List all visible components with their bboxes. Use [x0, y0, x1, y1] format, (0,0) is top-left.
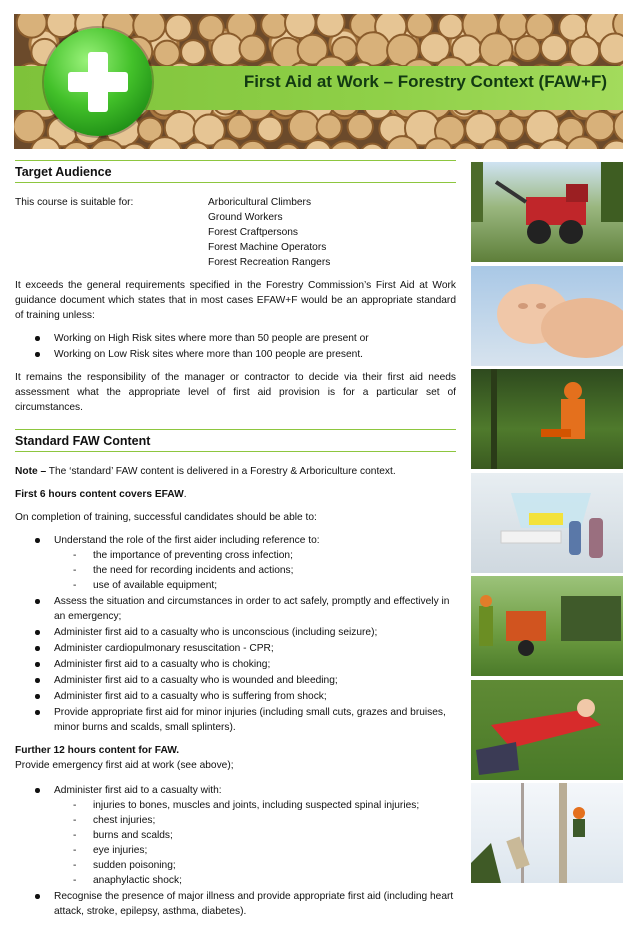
photo-column: [471, 162, 623, 887]
chainsaw-worker-photo: [471, 369, 623, 469]
sub-item: - eye injuries;: [54, 843, 456, 858]
first6-paragraph: [15, 487, 456, 502]
list-item: Administer first aid to a casualty who is choking;: [15, 657, 456, 672]
log-end: [356, 32, 389, 65]
forest-machine-photo: [471, 162, 623, 262]
first6-tail: .: [183, 489, 187, 500]
log-end: [515, 36, 540, 61]
log-end: [499, 116, 524, 141]
log-end: [17, 14, 47, 38]
further-heading: Further 12 hours content for FAW.: [15, 745, 180, 756]
log-end: [181, 40, 205, 64]
responsibility-paragraph: It remains the responsibility of the manager or contractor to decide via their first aid needs assessment what the appropriate level of first aid provision is for a particular set of circumstances.: [15, 372, 456, 413]
tree-climber-photo: [471, 783, 623, 883]
outcomes-list: [15, 533, 456, 735]
log-end: [316, 14, 344, 37]
casualty-sublist: [54, 798, 456, 888]
sub-item: - the need for recording incidents and actions;: [54, 563, 456, 578]
casualty-text: Administer first aid to a casualty with:: [54, 785, 222, 796]
role-item: Forest Machine Operators: [208, 242, 327, 253]
list-item: Recognise the presence of major illness and provide appropriate first aid (including heart attack, stroke, epilepsy, asthma, diabetes).: [15, 889, 456, 919]
note-paragraph: [15, 464, 456, 479]
suitable-block: [15, 195, 456, 270]
list-item: [15, 533, 456, 593]
further-list: [15, 783, 456, 919]
log-end: [289, 111, 319, 141]
log-end: [541, 35, 567, 61]
role-item: Forest Recreation Rangers: [208, 257, 331, 268]
sub-item: - the importance of preventing cross infection;: [54, 548, 456, 563]
log-end: [228, 115, 252, 139]
first-aid-kit-photo: [471, 473, 623, 573]
outcome-sublist: [54, 548, 456, 593]
role-item: Arboricultural Climbers: [208, 197, 312, 208]
section-heading-standard-faw: Standard FAW Content: [15, 429, 456, 452]
sub-item: - injuries to bones, muscles and joints, including suspected spinal injuries;: [54, 798, 456, 813]
log-end: [360, 144, 386, 149]
note-label: Note –: [15, 466, 47, 477]
log-end: [348, 114, 373, 139]
log-end: [239, 141, 268, 149]
list-item: Administer first aid to a casualty who is wounded and bleeding;: [15, 673, 456, 688]
role-item: Forest Craftpersons: [208, 227, 299, 238]
log-end: [514, 144, 538, 149]
woodchipper-photo: [471, 576, 623, 676]
list-item: Working on Low Risk sites where more than 100 people are present.: [15, 347, 456, 362]
list-item: Administer cardiopulmonary resuscitation - CPR;: [15, 641, 456, 656]
outcome-text: Understand the role of the first aider including reference to:: [54, 535, 320, 546]
log-end: [586, 112, 615, 141]
first-aid-cross-icon: [44, 28, 152, 136]
sub-item: - sudden poisoning;: [54, 858, 456, 873]
provide-paragraph: Provide emergency first aid at work (see above);: [15, 760, 234, 771]
roles-list: [208, 195, 330, 270]
log-end: [317, 114, 342, 139]
section-heading-target-audience: Target Audience: [15, 160, 456, 183]
log-end: [166, 15, 192, 41]
completion-paragraph: On completion of training, successful candidates should be able to:: [15, 512, 317, 523]
log-end: [329, 141, 361, 149]
list-item: Working on High Risk sites where more than 50 people are present or: [15, 331, 456, 346]
log-end: [240, 35, 266, 61]
first6-bold: First 6 hours content covers EFAW: [15, 489, 184, 500]
conditions-list: [15, 331, 456, 362]
header-banner: [14, 14, 623, 149]
casualty-on-grass-photo: [471, 680, 623, 780]
log-end: [570, 37, 599, 66]
role-item: Ground Workers: [208, 212, 283, 223]
sub-item: - use of available equipment;: [54, 578, 456, 593]
list-item: Provide appropriate first aid for minor injuries (including small cuts, grazes and bruises, minor burns and scalds, small splinters).: [15, 705, 456, 735]
suitable-label: This course is suitable for:: [15, 197, 134, 208]
page-title: First Aid at Work – Forestry Context (FAW+F): [243, 72, 607, 91]
cpr-manikin-photo: [471, 266, 623, 366]
log-end: [600, 34, 623, 64]
sub-item: - anaphylactic shock;: [54, 873, 456, 888]
note-text: The ‘standard’ FAW content is delivered in a Forestry & Arboriculture context.: [46, 466, 396, 477]
log-end: [261, 14, 287, 38]
list-item: Administer first aid to a casualty who is suffering from shock;: [15, 689, 456, 704]
main-content: [15, 160, 456, 927]
log-end: [258, 117, 283, 142]
exceeds-paragraph: It exceeds the general requirements specified in the Forestry Commission’s First Aid at Work guidance document which states that in most cases EFAW+F would be an appropriate standard of training unless:: [15, 280, 456, 321]
list-item: Assess the situation and circumstances in order to act safely, promptly and effectively in an emergency;: [15, 594, 456, 624]
list-item: Administer first aid to a casualty who is unconscious (including seizure);: [15, 625, 456, 640]
log-end: [276, 144, 300, 149]
log-end: [602, 140, 623, 149]
list-item: [15, 783, 456, 888]
sub-item: - burns and scalds;: [54, 828, 456, 843]
sub-item: - chest injuries;: [54, 813, 456, 828]
